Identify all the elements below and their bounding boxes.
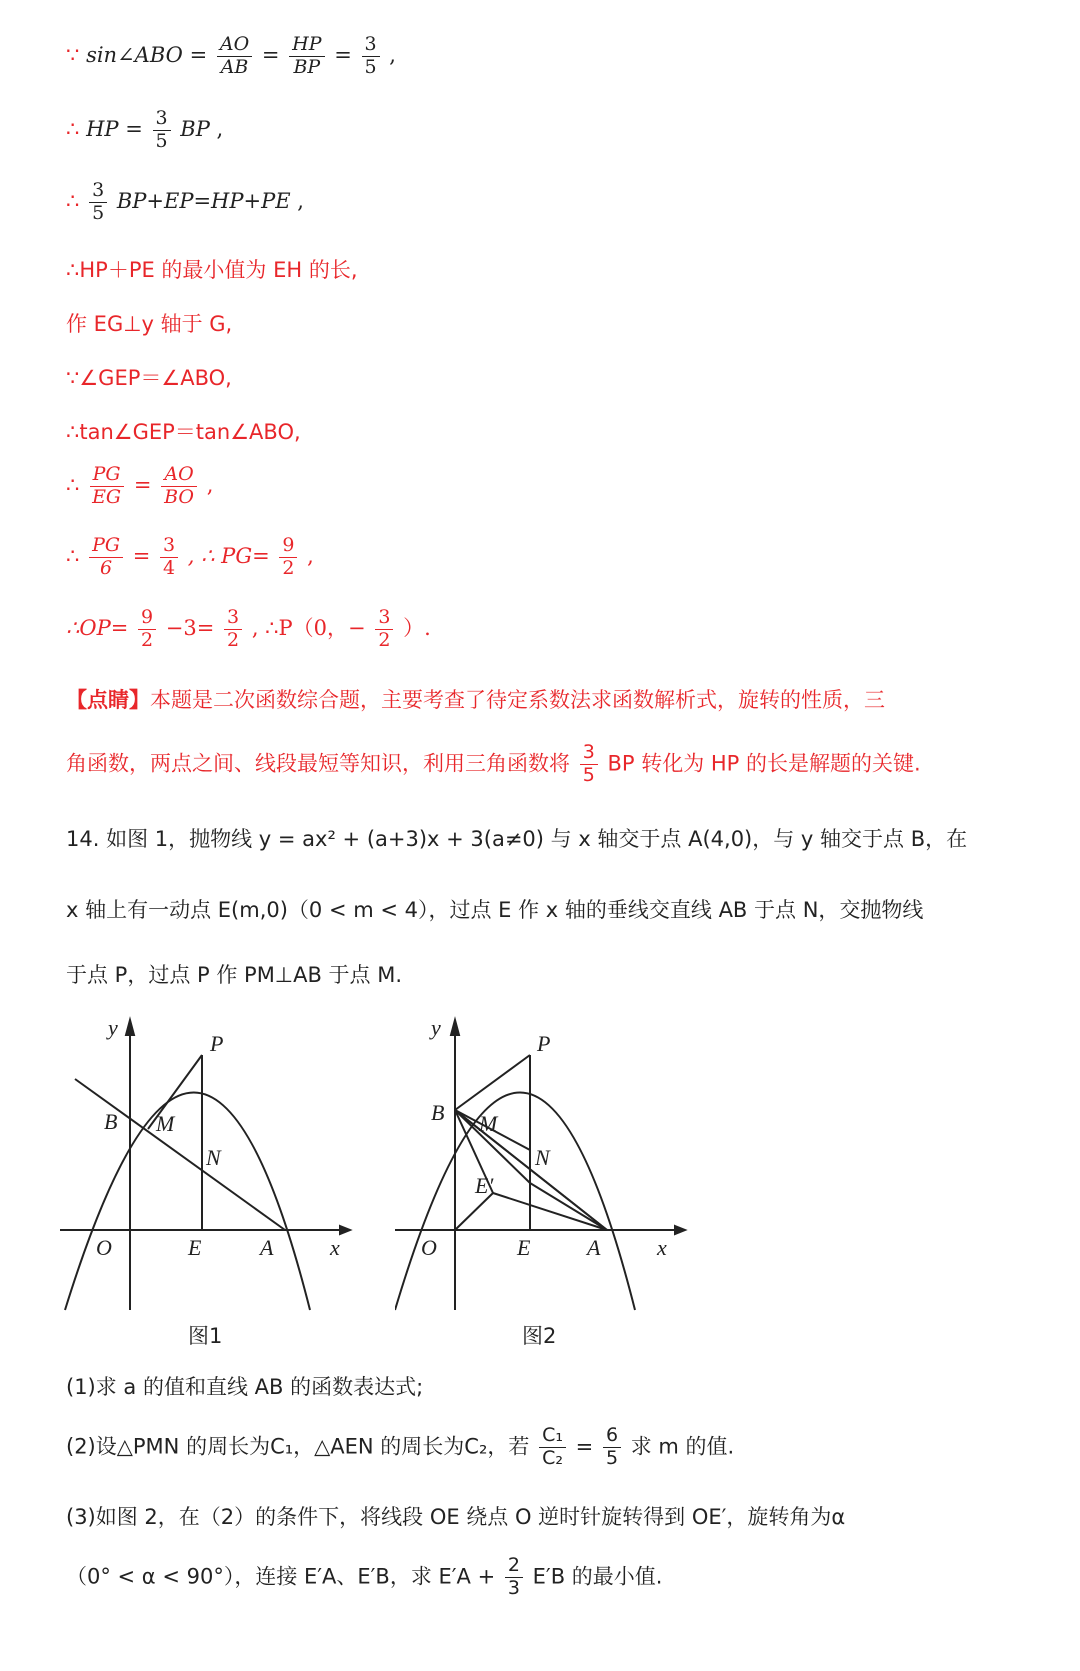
solution-line-10: ∴OP= $\frac{9}{2}$ −3= $\frac{3}{2}$ , ∴P（0，− $\frac{3}{2}$ ）. [66, 606, 431, 651]
fraction: $\frac{PG}{EG}$ [89, 464, 124, 509]
label-y: y [108, 1015, 118, 1040]
problem-line-1: 14. 如图 1，抛物线 y = ax² + (a+3)x + 3(a≠0) 与 x 轴交于点 A(4,0)，与 y 轴交于点 B，在 [66, 827, 968, 851]
label-x: x [330, 1235, 340, 1260]
label-p: P [537, 1031, 551, 1056]
fraction: $\frac{HP}{BP}$ [289, 34, 324, 79]
fraction: $\frac{9}{2}$ [279, 535, 297, 580]
label-x: x [657, 1235, 667, 1260]
fraction: $\frac{AO}{BO}$ [161, 464, 197, 509]
solution-line-7: ∴tan∠GEP＝tan∠ABO, [66, 420, 301, 444]
label-m: M [156, 1111, 175, 1136]
figure-2 [395, 1005, 695, 1315]
fraction: $\frac{3}{5}$ [580, 742, 598, 787]
question-3: (3)如图 2，在（2）的条件下，将线段 OE 绕点 O 逆时针旋转得到 OE′，旋转角为α [66, 1505, 846, 1529]
question-1: (1)求 a 的值和直线 AB 的函数表达式; [66, 1375, 424, 1399]
solution-line-6: ∵∠GEP＝∠ABO, [66, 366, 232, 390]
fraction: $\frac{2}{3}$ [505, 1555, 523, 1600]
fraction: $\frac{PG}{6}$ [89, 535, 123, 580]
y-axis-arrow [451, 1020, 459, 1035]
label-p: P [210, 1031, 224, 1056]
label-m: M [479, 1111, 498, 1136]
because-symbol: ∵ [66, 42, 80, 67]
label-b: B [431, 1100, 445, 1125]
question-2: (2)设△PMN 的周长为C₁，△AEN 的周长为C₂，若 $\frac{\text{C₁}}{\text{C₂}}$ = $\frac{6}{5}$ 求 m 的值. [66, 1424, 735, 1469]
label-a: A [587, 1235, 601, 1260]
x-axis-arrow [340, 1226, 350, 1234]
segment-pb [455, 1055, 530, 1110]
problem-line-2: x 轴上有一动点 E(m,0)（0 < m < 4），过点 E 作 x 轴的垂线交直线 AB 于点 N，交抛物线 [66, 898, 924, 922]
label-n: N [535, 1145, 550, 1170]
parabola [65, 1093, 310, 1311]
fraction: $\frac{AO}{AB}$ [217, 34, 252, 79]
solution-line-8: ∴ $\frac{PG}{EG}$ = $\frac{AO}{BO}$ , [66, 463, 214, 508]
label-b: B [104, 1109, 118, 1134]
label-n: N [206, 1145, 221, 1170]
fraction: $\frac{3}{5}$ [153, 108, 171, 153]
comment-line-1: 【点睛】本题是二次函数综合题，主要考查了待定系数法求函数解析式，旋转的性质，三 [66, 688, 885, 712]
solution-line-3: ∴ $\frac{3}{5}$ BP+EP=HP+PE , [66, 179, 304, 224]
solution-line-2: ∴ HP = $\frac{3}{5}$ BP , [66, 107, 224, 152]
comment-tag: 【点睛】 [66, 688, 150, 712]
segment-oe-prime [455, 1193, 493, 1230]
equals: = [189, 42, 208, 67]
question-3-continued: （0° < α < 90°），连接 E′A、E′B，求 E′A + $\frac{2}{3}$ E′B 的最小值. [66, 1554, 663, 1599]
label-e: E [517, 1235, 531, 1260]
label-o: O [96, 1235, 112, 1260]
solution-line-9: ∴ $\frac{PG}{6}$ = $\frac{3}{4}$ , ∴ PG= $\frac{9}{2}$ , [66, 534, 314, 579]
sin-expression: sin∠ABO [86, 42, 183, 67]
segment-e-prime-a [493, 1193, 607, 1230]
label-a: A [260, 1235, 274, 1260]
fraction: $\frac{6}{5}$ [603, 1425, 621, 1470]
label-y: y [431, 1015, 441, 1040]
solution-line-4: ∴HP＋PE 的最小值为 EH 的长, [66, 258, 358, 282]
label-e-prime: E′ [475, 1173, 494, 1198]
fraction: $\frac{3}{2}$ [375, 607, 393, 652]
fraction: $\frac{3}{5}$ [89, 180, 107, 225]
figure-2-caption: 图2 [522, 1324, 557, 1348]
y-axis-arrow [126, 1020, 134, 1035]
label-o: O [421, 1235, 437, 1260]
line-ab [75, 1079, 285, 1230]
label-e: E [188, 1235, 202, 1260]
fraction: $\frac{3}{5}$ [362, 34, 380, 79]
fraction: $\frac{3}{2}$ [224, 607, 242, 652]
figure-1 [60, 1005, 360, 1315]
x-axis-arrow [675, 1226, 685, 1234]
fraction: $\frac{\text{C₁}}{\text{C₂}}$ [539, 1425, 566, 1470]
figure-1-caption: 图1 [188, 1324, 223, 1348]
solution-line-5: 作 EG⊥y 轴于 G, [66, 312, 233, 336]
fraction: $\frac{9}{2}$ [138, 607, 156, 652]
fraction: $\frac{3}{4}$ [160, 535, 178, 580]
parabola [395, 1093, 635, 1311]
solution-line-1: ∵ sin∠ABO = $\frac{AO}{AB}$ = $\frac{HP}{BP}$ = $\frac{3}{5}$ , [66, 33, 396, 78]
comment-line-2: 角函数，两点之间、线段最短等知识，利用三角函数将 $\frac{3}{5}$ BP 转化为 HP 的长是解题的关键. [66, 741, 921, 786]
problem-line-3: 于点 P，过点 P 作 PM⊥AB 于点 M. [66, 963, 403, 987]
